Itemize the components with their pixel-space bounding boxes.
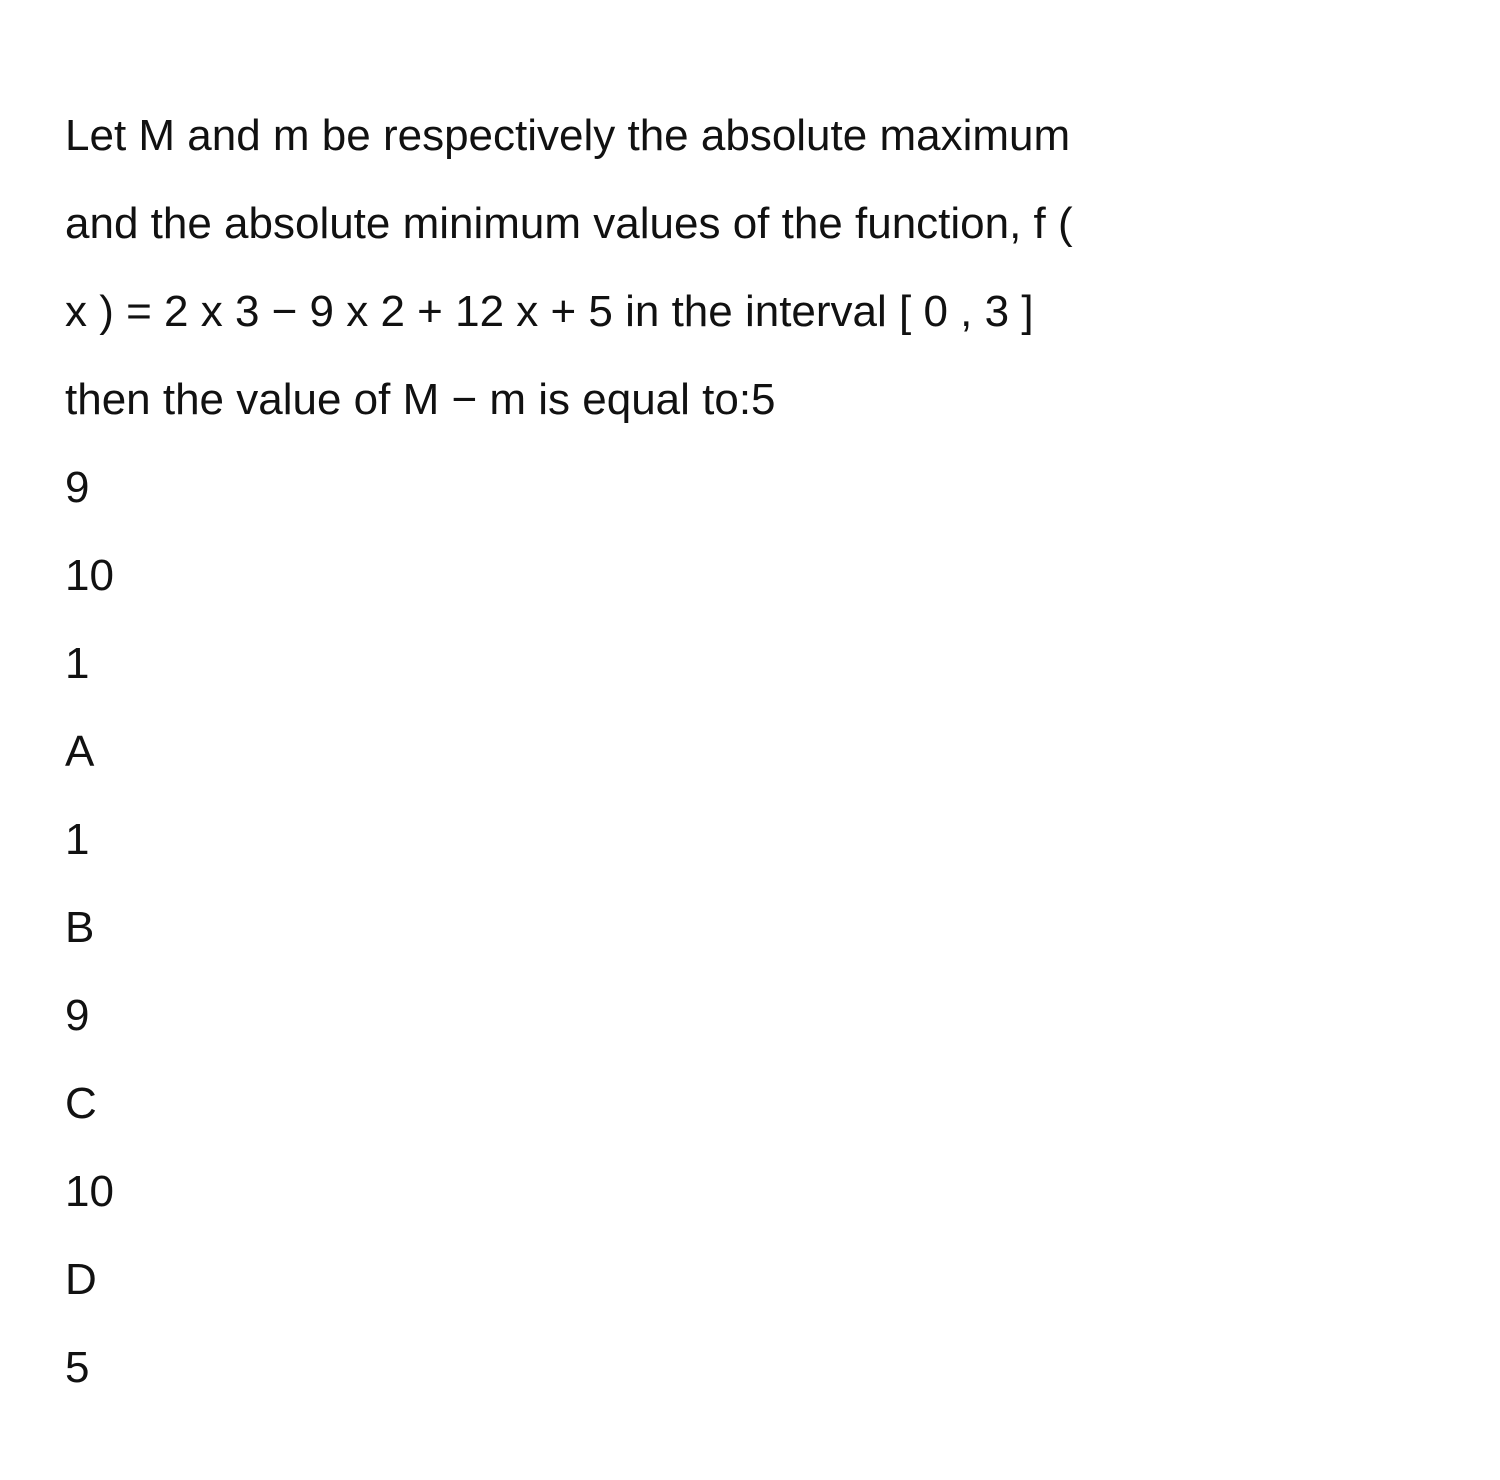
option-text: 10 bbox=[65, 551, 114, 600]
question-text bbox=[65, 92, 1445, 444]
question-line: and the absolute minimum values of the function, f ( bbox=[65, 199, 1073, 248]
question-line: Let M and m be respectively the absolute maximum bbox=[65, 111, 1071, 160]
question-line: x ) = 2 x 3 − 9 x 2 + 12 x + 5 in the interval [ 0 , 3 ] bbox=[65, 287, 1034, 336]
question-content bbox=[65, 92, 1445, 1412]
question-line: then the value of M − m is equal to:5 bbox=[65, 375, 776, 424]
option-label-c: C bbox=[65, 1079, 97, 1128]
option-d-value: 5 bbox=[65, 1343, 90, 1392]
option-text: 9 bbox=[65, 463, 90, 512]
option-c-value: 10 bbox=[65, 1167, 114, 1216]
option-text: 1 bbox=[65, 639, 90, 688]
option-label-b: B bbox=[65, 903, 95, 952]
option-label-a: A bbox=[65, 727, 95, 776]
option-label-d: D bbox=[65, 1255, 97, 1304]
option-a-value: 1 bbox=[65, 815, 90, 864]
option-b-value: 9 bbox=[65, 991, 90, 1040]
